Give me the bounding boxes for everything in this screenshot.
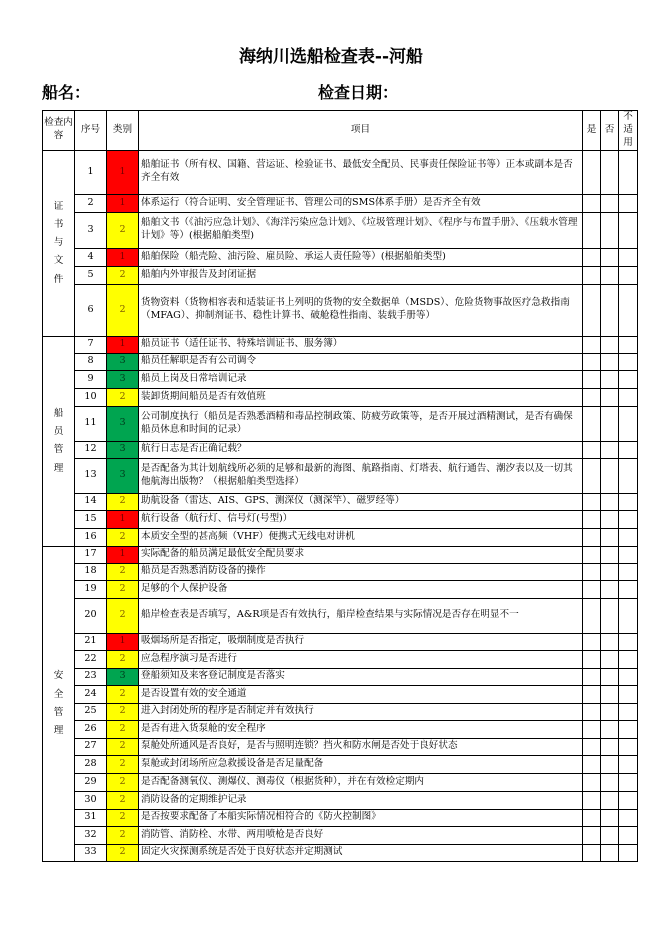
check-yes-cell[interactable] [583, 546, 601, 563]
item-text: 吸烟场所是否指定，吸烟制度是否执行 [139, 633, 583, 650]
check-not-applicable-cell[interactable] [619, 755, 638, 773]
table-row [43, 406, 638, 441]
check-yes-cell[interactable] [583, 441, 601, 458]
table-row [43, 266, 638, 284]
check-no-cell[interactable] [601, 738, 619, 755]
check-no-cell[interactable] [601, 528, 619, 546]
check-not-applicable-cell[interactable] [619, 528, 638, 546]
table-row [43, 336, 638, 353]
row-number: 7 [75, 336, 107, 353]
category-cell: 1 [107, 546, 139, 563]
table-row [43, 650, 638, 668]
item-text: 货物资料（货物相容表和适装证书上列明的货物的安全数据单（MSDS）、危险货物事故医疗急救指南（MFAG）、抑制剂证书、稳性计算书、破舱稳性指南、装载手册等） [139, 284, 583, 336]
category-cell: 2 [107, 844, 139, 861]
check-no-cell[interactable] [601, 212, 619, 248]
row-number: 28 [75, 755, 107, 773]
check-yes-cell[interactable] [583, 248, 601, 266]
category-cell: 2 [107, 598, 139, 633]
item-text: 船员任解职是否有公司调令 [139, 353, 583, 370]
check-not-applicable-cell[interactable] [619, 406, 638, 441]
check-not-applicable-cell[interactable] [619, 388, 638, 406]
check-yes-cell[interactable] [583, 194, 601, 212]
check-no-cell[interactable] [601, 685, 619, 703]
table-row [43, 493, 638, 510]
category-cell: 1 [107, 194, 139, 212]
row-number: 32 [75, 826, 107, 844]
check-no-cell[interactable] [601, 353, 619, 370]
check-no-cell[interactable] [601, 844, 619, 861]
row-number: 25 [75, 703, 107, 720]
category-cell: 2 [107, 493, 139, 510]
row-number: 22 [75, 650, 107, 668]
item-text: 体系运行（符合证明、安全管理证书、管理公司的SMS体系手册）是否齐全有效 [139, 194, 583, 212]
check-no-cell[interactable] [601, 563, 619, 580]
item-text: 装卸货期间船员是否有效值班 [139, 388, 583, 406]
row-number: 5 [75, 266, 107, 284]
item-text: 船员证书（适任证书、特殊培训证书、服务簿） [139, 336, 583, 353]
check-not-applicable-cell[interactable] [619, 284, 638, 336]
check-yes-cell[interactable] [583, 650, 601, 668]
table-row [43, 755, 638, 773]
check-no-cell[interactable] [601, 791, 619, 809]
header-yes: 是 [583, 111, 601, 151]
document-title: 海纳川选船检查表--河船 [238, 47, 424, 67]
check-not-applicable-cell[interactable] [619, 791, 638, 809]
check-not-applicable-cell[interactable] [619, 336, 638, 353]
category-cell: 1 [107, 336, 139, 353]
checklist-table [42, 110, 638, 862]
check-no-cell[interactable] [601, 194, 619, 212]
header-category: 类别 [107, 111, 139, 151]
table-row [43, 844, 638, 861]
check-not-applicable-cell[interactable] [619, 493, 638, 510]
check-yes-cell[interactable] [583, 755, 601, 773]
check-not-applicable-cell[interactable] [619, 580, 638, 598]
item-text: 助航设备（雷达、AIS、GPS、测深仪（测深竿）、磁罗经等） [139, 493, 583, 510]
inspection-date-label: 检查日期： [318, 83, 399, 102]
row-number: 3 [75, 212, 107, 248]
ship-name-label: 船名： [42, 83, 91, 102]
check-no-cell[interactable] [601, 580, 619, 598]
check-not-applicable-cell[interactable] [619, 844, 638, 861]
check-yes-cell[interactable] [583, 266, 601, 284]
item-text: 是否有进入货泵舱的安全程序 [139, 720, 583, 738]
row-number: 10 [75, 388, 107, 406]
item-text: 固定火灾探测系统是否处于良好状态并定期测试 [139, 844, 583, 861]
check-no-cell[interactable] [601, 826, 619, 844]
check-not-applicable-cell[interactable] [619, 809, 638, 826]
check-no-cell[interactable] [601, 755, 619, 773]
check-not-applicable-cell[interactable] [619, 194, 638, 212]
table-row [43, 194, 638, 212]
row-number: 27 [75, 738, 107, 755]
item-text: 船员上岗及日常培训记录 [139, 370, 583, 388]
check-not-applicable-cell[interactable] [619, 668, 638, 685]
row-number: 20 [75, 598, 107, 633]
category-cell: 2 [107, 580, 139, 598]
check-not-applicable-cell[interactable] [619, 650, 638, 668]
category-cell: 2 [107, 703, 139, 720]
item-text: 公司制度执行（船员是否熟悉酒精和毒品控制政策、防疲劳政策等，是否开展过酒精测试，是否有确保船员休息和时间的记录） [139, 406, 583, 441]
table-row [43, 212, 638, 248]
table-row [43, 703, 638, 720]
row-number: 21 [75, 633, 107, 650]
category-cell: 2 [107, 826, 139, 844]
check-no-cell[interactable] [601, 720, 619, 738]
check-yes-cell[interactable] [583, 212, 601, 248]
check-no-cell[interactable] [601, 633, 619, 650]
table-row [43, 773, 638, 791]
check-not-applicable-cell[interactable] [619, 212, 638, 248]
check-not-applicable-cell[interactable] [619, 685, 638, 703]
check-yes-cell[interactable] [583, 510, 601, 528]
check-yes-cell[interactable] [583, 844, 601, 861]
check-yes-cell[interactable] [583, 633, 601, 650]
category-cell: 3 [107, 353, 139, 370]
check-no-cell[interactable] [601, 493, 619, 510]
check-no-cell[interactable] [601, 150, 619, 194]
check-not-applicable-cell[interactable] [619, 598, 638, 633]
check-yes-cell[interactable] [583, 720, 601, 738]
check-not-applicable-cell[interactable] [619, 510, 638, 528]
check-yes-cell[interactable] [583, 353, 601, 370]
table-row [43, 668, 638, 685]
check-yes-cell[interactable] [583, 388, 601, 406]
table-row [43, 791, 638, 809]
row-number: 23 [75, 668, 107, 685]
row-number: 13 [75, 458, 107, 493]
row-number: 17 [75, 546, 107, 563]
table-body [43, 150, 638, 861]
category-cell: 2 [107, 266, 139, 284]
check-no-cell[interactable] [601, 388, 619, 406]
item-text: 是否配备测氧仪、测爆仪、测毒仪（根据货种），并在有效检定期内 [139, 773, 583, 791]
item-text: 登船须知及来客登记制度是否落实 [139, 668, 583, 685]
check-yes-cell[interactable] [583, 336, 601, 353]
item-text: 消防管、消防栓、水带、两用喷枪是否良好 [139, 826, 583, 844]
row-number: 4 [75, 248, 107, 266]
row-number: 11 [75, 406, 107, 441]
table-row [43, 720, 638, 738]
item-text: 航行日志是否正确记载？ [139, 441, 583, 458]
item-text: 泵舱或封闭场所应急救援设备是否足量配备 [139, 755, 583, 773]
row-number: 30 [75, 791, 107, 809]
check-yes-cell[interactable] [583, 703, 601, 720]
row-number: 1 [75, 150, 107, 194]
check-yes-cell[interactable] [583, 738, 601, 755]
table-row [43, 528, 638, 546]
item-text: 是否设置有效的安全通道 [139, 685, 583, 703]
table-row [43, 248, 638, 266]
check-no-cell[interactable] [601, 809, 619, 826]
check-not-applicable-cell[interactable] [619, 248, 638, 266]
row-number: 29 [75, 773, 107, 791]
item-text: 进入封闭处所的程序是否制定并有效执行 [139, 703, 583, 720]
table-row [43, 685, 638, 703]
table-row [43, 633, 638, 650]
category-cell: 2 [107, 563, 139, 580]
table-row [43, 580, 638, 598]
table-row [43, 510, 638, 528]
check-yes-cell[interactable] [583, 773, 601, 791]
header-not-applicable: 不适用 [619, 111, 638, 151]
check-no-cell[interactable] [601, 773, 619, 791]
check-yes-cell[interactable] [583, 668, 601, 685]
row-number: 12 [75, 441, 107, 458]
row-number: 8 [75, 353, 107, 370]
category-cell: 2 [107, 388, 139, 406]
item-text: 是否按要求配备了本船实际情况相符合的《防火控制图》 [139, 809, 583, 826]
check-no-cell[interactable] [601, 336, 619, 353]
check-not-applicable-cell[interactable] [619, 773, 638, 791]
check-not-applicable-cell[interactable] [619, 633, 638, 650]
table-row [43, 738, 638, 755]
check-not-applicable-cell[interactable] [619, 738, 638, 755]
category-cell: 3 [107, 370, 139, 388]
check-no-cell[interactable] [601, 370, 619, 388]
item-text: 本质安全型的甚高频（VHF）便携式无线电对讲机 [139, 528, 583, 546]
category-cell: 3 [107, 441, 139, 458]
category-cell: 1 [107, 150, 139, 194]
item-text: 船舶证书（所有权、国籍、营运证、检验证书、最低安全配员、民事责任保险证书等）正本或副本是否齐全有效 [139, 150, 583, 194]
row-number: 15 [75, 510, 107, 528]
check-no-cell[interactable] [601, 266, 619, 284]
row-number: 16 [75, 528, 107, 546]
item-text: 航行设备（航行灯、信号灯(号型)） [139, 510, 583, 528]
category-cell: 1 [107, 510, 139, 528]
category-cell: 2 [107, 755, 139, 773]
check-yes-cell[interactable] [583, 826, 601, 844]
check-not-applicable-cell[interactable] [619, 826, 638, 844]
table-row [43, 809, 638, 826]
row-number: 19 [75, 580, 107, 598]
item-text: 船员是否熟悉消防设备的操作 [139, 563, 583, 580]
check-yes-cell[interactable] [583, 458, 601, 493]
category-cell: 3 [107, 406, 139, 441]
check-not-applicable-cell[interactable] [619, 458, 638, 493]
check-no-cell[interactable] [601, 546, 619, 563]
table-row [43, 388, 638, 406]
check-no-cell[interactable] [601, 441, 619, 458]
check-yes-cell[interactable] [583, 809, 601, 826]
row-number: 2 [75, 194, 107, 212]
item-text: 实际配备的船员满足最低安全配员要求 [139, 546, 583, 563]
row-number: 6 [75, 284, 107, 336]
table-row [43, 546, 638, 563]
header-number: 序号 [75, 111, 107, 151]
category-cell: 2 [107, 528, 139, 546]
table-row [43, 353, 638, 370]
table-row [43, 826, 638, 844]
table-row [43, 370, 638, 388]
check-yes-cell[interactable] [583, 284, 601, 336]
category-cell: 3 [107, 668, 139, 685]
check-yes-cell[interactable] [583, 580, 601, 598]
check-not-applicable-cell[interactable] [619, 546, 638, 563]
header-no: 否 [601, 111, 619, 151]
table-row [43, 598, 638, 633]
check-not-applicable-cell[interactable] [619, 703, 638, 720]
check-yes-cell[interactable] [583, 563, 601, 580]
check-no-cell[interactable] [601, 668, 619, 685]
check-no-cell[interactable] [601, 284, 619, 336]
table-header-row [43, 111, 638, 151]
check-yes-cell[interactable] [583, 150, 601, 194]
check-yes-cell[interactable] [583, 493, 601, 510]
item-text: 泵舱处所通风是否良好，是否与照明连锁？挡火和防水闸是否处于良好状态 [139, 738, 583, 755]
table-row [43, 441, 638, 458]
table-row [43, 458, 638, 493]
check-not-applicable-cell[interactable] [619, 150, 638, 194]
check-yes-cell[interactable] [583, 406, 601, 441]
check-not-applicable-cell[interactable] [619, 266, 638, 284]
category-cell: 1 [107, 248, 139, 266]
row-number: 9 [75, 370, 107, 388]
check-yes-cell[interactable] [583, 685, 601, 703]
check-yes-cell[interactable] [583, 528, 601, 546]
item-text: 船舶保险（船壳险、油污险、雇员险、承运人责任险等）(根据船舶类型) [139, 248, 583, 266]
check-yes-cell[interactable] [583, 791, 601, 809]
category-cell: 1 [107, 633, 139, 650]
table-row [43, 150, 638, 194]
check-yes-cell[interactable] [583, 370, 601, 388]
category-cell: 2 [107, 720, 139, 738]
row-number: 31 [75, 809, 107, 826]
table-row [43, 284, 638, 336]
header-section: 检查内容 [43, 111, 75, 151]
check-no-cell[interactable] [601, 458, 619, 493]
row-number: 26 [75, 720, 107, 738]
item-text: 船岸检查表是否填写，A&R项是否有效执行，船岸检查结果与实际情况是否存在明显不一 [139, 598, 583, 633]
row-number: 14 [75, 493, 107, 510]
check-not-applicable-cell[interactable] [619, 720, 638, 738]
row-number: 33 [75, 844, 107, 861]
category-cell: 2 [107, 738, 139, 755]
table-row [43, 563, 638, 580]
category-cell: 2 [107, 773, 139, 791]
check-no-cell[interactable] [601, 598, 619, 633]
check-not-applicable-cell[interactable] [619, 563, 638, 580]
check-not-applicable-cell[interactable] [619, 441, 638, 458]
section-label: 安 全 管 理 [43, 546, 75, 861]
item-text: 消防设备的定期维护记录 [139, 791, 583, 809]
category-cell: 2 [107, 650, 139, 668]
category-cell: 2 [107, 791, 139, 809]
item-text: 足够的个人保护设备 [139, 580, 583, 598]
check-no-cell[interactable] [601, 703, 619, 720]
row-number: 24 [75, 685, 107, 703]
category-cell: 2 [107, 212, 139, 248]
section-label: 证 书 与 文 件 [43, 150, 75, 336]
check-yes-cell[interactable] [583, 598, 601, 633]
check-no-cell[interactable] [601, 248, 619, 266]
check-no-cell[interactable] [601, 510, 619, 528]
category-cell: 2 [107, 685, 139, 703]
category-cell: 3 [107, 458, 139, 493]
item-text: 是否配备为其计划航线所必须的足够和最新的海图、航路指南、灯塔表、航行通告、潮汐表以及一切其他航海出版物？（根据船舶类型选择） [139, 458, 583, 493]
item-text: 船舶文书（《油污应急计划》、《海洋污染应急计划》、《垃圾管理计划》、《程序与布置手册》、《压载水管理计划》等）(根据船舶类型) [139, 212, 583, 248]
category-cell: 2 [107, 809, 139, 826]
check-no-cell[interactable] [601, 650, 619, 668]
check-no-cell[interactable] [601, 406, 619, 441]
row-number: 18 [75, 563, 107, 580]
check-not-applicable-cell[interactable] [619, 370, 638, 388]
header-item: 项目 [139, 111, 583, 151]
item-text: 船舶内外审报告及封闭证据 [139, 266, 583, 284]
category-cell: 2 [107, 284, 139, 336]
section-label: 船 员 管 理 [43, 336, 75, 546]
check-not-applicable-cell[interactable] [619, 353, 638, 370]
item-text: 应急程序演习是否进行 [139, 650, 583, 668]
